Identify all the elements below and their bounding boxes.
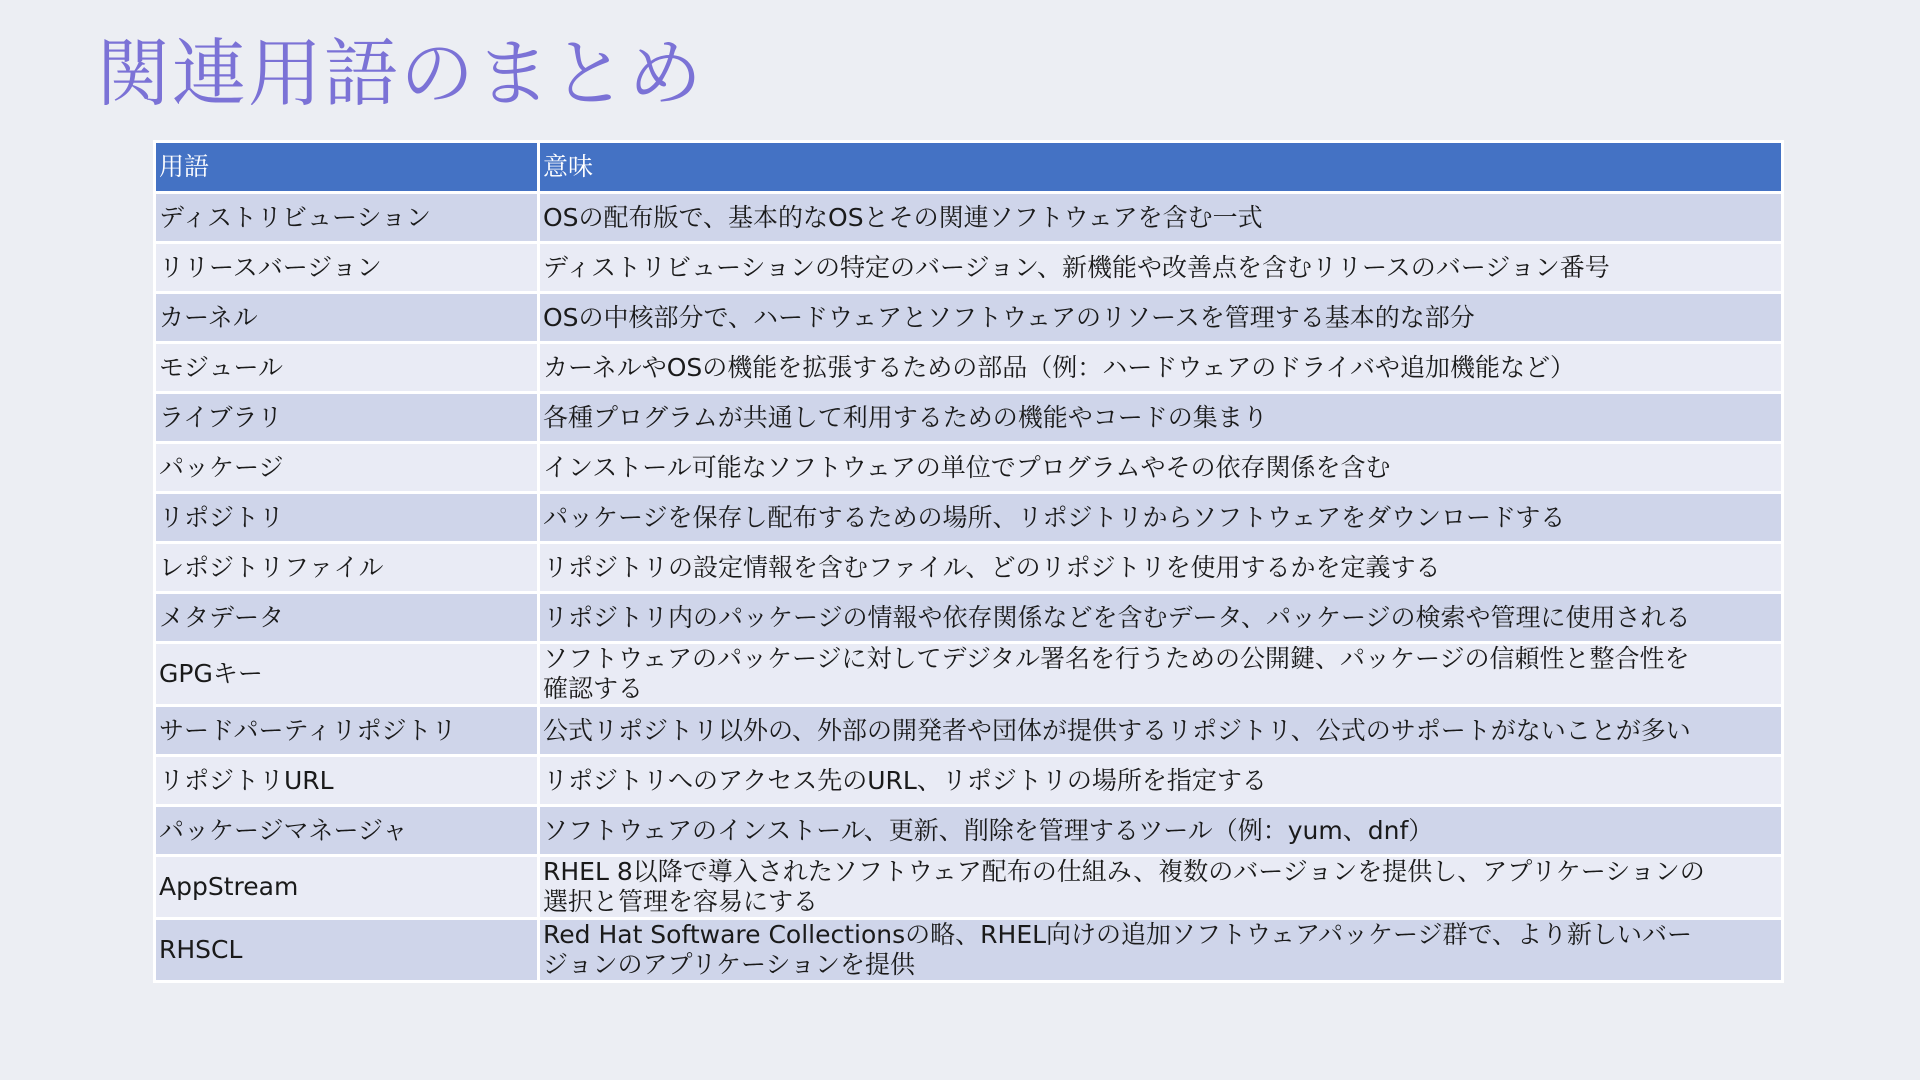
term-text: サードパーティリポジトリ — [159, 715, 457, 745]
term-cell — [155, 493, 539, 543]
table-row — [155, 493, 1783, 543]
term-cell — [155, 643, 539, 706]
meaning-text: ソフトウェアのパッケージに対してデジタル署名を行うための公開鍵、パッケージの信頼性と整合性を 確認する — [543, 644, 1690, 703]
term-cell — [155, 393, 539, 443]
meaning-text: パッケージを保存し配布するための場所、リポジトリからソフトウェアをダウンロードする — [543, 502, 1566, 532]
meaning-text: ディストリビューションの特定のバージョン、新機能や改善点を含むリリースのバージョン番号 — [543, 252, 1610, 282]
meaning-cell — [539, 393, 1783, 443]
term-text: リリースバージョン — [159, 252, 382, 282]
meaning-text: Red Hat Software Collectionsの略、RHEL向けの追加ソフトウェアパッケージ群で、より新しいバー ジョンのアプリケーションを提供 — [543, 920, 1693, 979]
term-cell — [155, 293, 539, 343]
term-text: AppStream — [159, 872, 299, 901]
term-cell — [155, 593, 539, 643]
term-cell — [155, 856, 539, 919]
meaning-cell — [539, 343, 1783, 393]
table-row — [155, 643, 1783, 706]
term-cell — [155, 806, 539, 856]
term-cell — [155, 543, 539, 593]
term-cell — [155, 756, 539, 806]
table-row — [155, 706, 1783, 756]
meaning-cell — [539, 856, 1783, 919]
table-header-row — [155, 142, 1783, 193]
table-row — [155, 543, 1783, 593]
meaning-cell — [539, 643, 1783, 706]
term-text: リポジトリURL — [159, 765, 334, 795]
meaning-text: インストール可能なソフトウェアの単位でプログラムやその依存関係を含む — [543, 452, 1391, 482]
term-cell — [155, 443, 539, 493]
term-text: パッケージ — [159, 452, 284, 482]
meaning-text: RHEL 8以降で導入されたソフトウェア配布の仕組み、複数のバージョンを提供し、アプリケーションの 選択と管理を容易にする — [543, 857, 1705, 916]
meaning-cell — [539, 443, 1783, 493]
meaning-cell — [539, 593, 1783, 643]
table-row — [155, 919, 1783, 982]
meaning-text: リポジトリの設定情報を含むファイル、どのリポジトリを使用するかを定義する — [543, 552, 1441, 582]
meaning-cell — [539, 706, 1783, 756]
term-cell — [155, 243, 539, 293]
column-header-term: 用語 — [155, 142, 539, 193]
term-text: ディストリビューション — [159, 202, 432, 232]
column-header-meaning: 意味 — [539, 142, 1783, 193]
meaning-cell — [539, 756, 1783, 806]
meaning-cell — [539, 243, 1783, 293]
meaning-cell — [539, 543, 1783, 593]
meaning-text: リポジトリへのアクセス先のURL、リポジトリの場所を指定する — [543, 765, 1267, 795]
term-text: メタデータ — [159, 602, 285, 632]
meaning-text: 各種プログラムが共通して利用するための機能やコードの集まり — [543, 402, 1268, 432]
table-row — [155, 393, 1783, 443]
term-text: モジュール — [159, 352, 284, 382]
meaning-text: OSの配布版で、基本的なOSとその関連ソフトウェアを含む一式 — [543, 202, 1263, 232]
meaning-cell — [539, 193, 1783, 243]
term-cell — [155, 706, 539, 756]
table-row — [155, 756, 1783, 806]
term-cell — [155, 193, 539, 243]
table-row — [155, 593, 1783, 643]
term-text: GPGキー — [159, 659, 263, 688]
term-text: カーネル — [159, 302, 258, 332]
page-title: 関連用語のまとめ — [96, 31, 704, 117]
table-row — [155, 293, 1783, 343]
term-text: RHSCL — [159, 935, 243, 964]
meaning-cell — [539, 493, 1783, 543]
meaning-text: 公式リポジトリ以外の、外部の開発者や団体が提供するリポジトリ、公式のサポートがないことが多い — [543, 715, 1691, 745]
meaning-text: ソフトウェアのインストール、更新、削除を管理するツール（例：yum、dnf） — [543, 815, 1434, 845]
meaning-cell — [539, 293, 1783, 343]
term-text: ライブラリ — [159, 402, 283, 432]
glossary-table — [153, 140, 1784, 983]
term-text: リポジトリ — [159, 502, 285, 532]
table-row — [155, 856, 1783, 919]
term-cell — [155, 919, 539, 982]
meaning-cell — [539, 806, 1783, 856]
term-text: パッケージマネージャ — [159, 815, 408, 845]
meaning-text: リポジトリ内のパッケージの情報や依存関係などを含むデータ、パッケージの検索や管理に使用される — [543, 602, 1691, 632]
table-row — [155, 343, 1783, 393]
table-row — [155, 193, 1783, 243]
term-text: レポジトリファイル — [159, 552, 384, 582]
table-row — [155, 806, 1783, 856]
term-cell — [155, 343, 539, 393]
meaning-text: OSの中核部分で、ハードウェアとソフトウェアのリソースを管理する基本的な部分 — [543, 302, 1475, 332]
meaning-cell — [539, 919, 1783, 982]
table-row — [155, 443, 1783, 493]
table-row — [155, 243, 1783, 293]
meaning-text: カーネルやOSの機能を拡張するための部品（例：ハードウェアのドライバや追加機能など） — [543, 352, 1576, 382]
